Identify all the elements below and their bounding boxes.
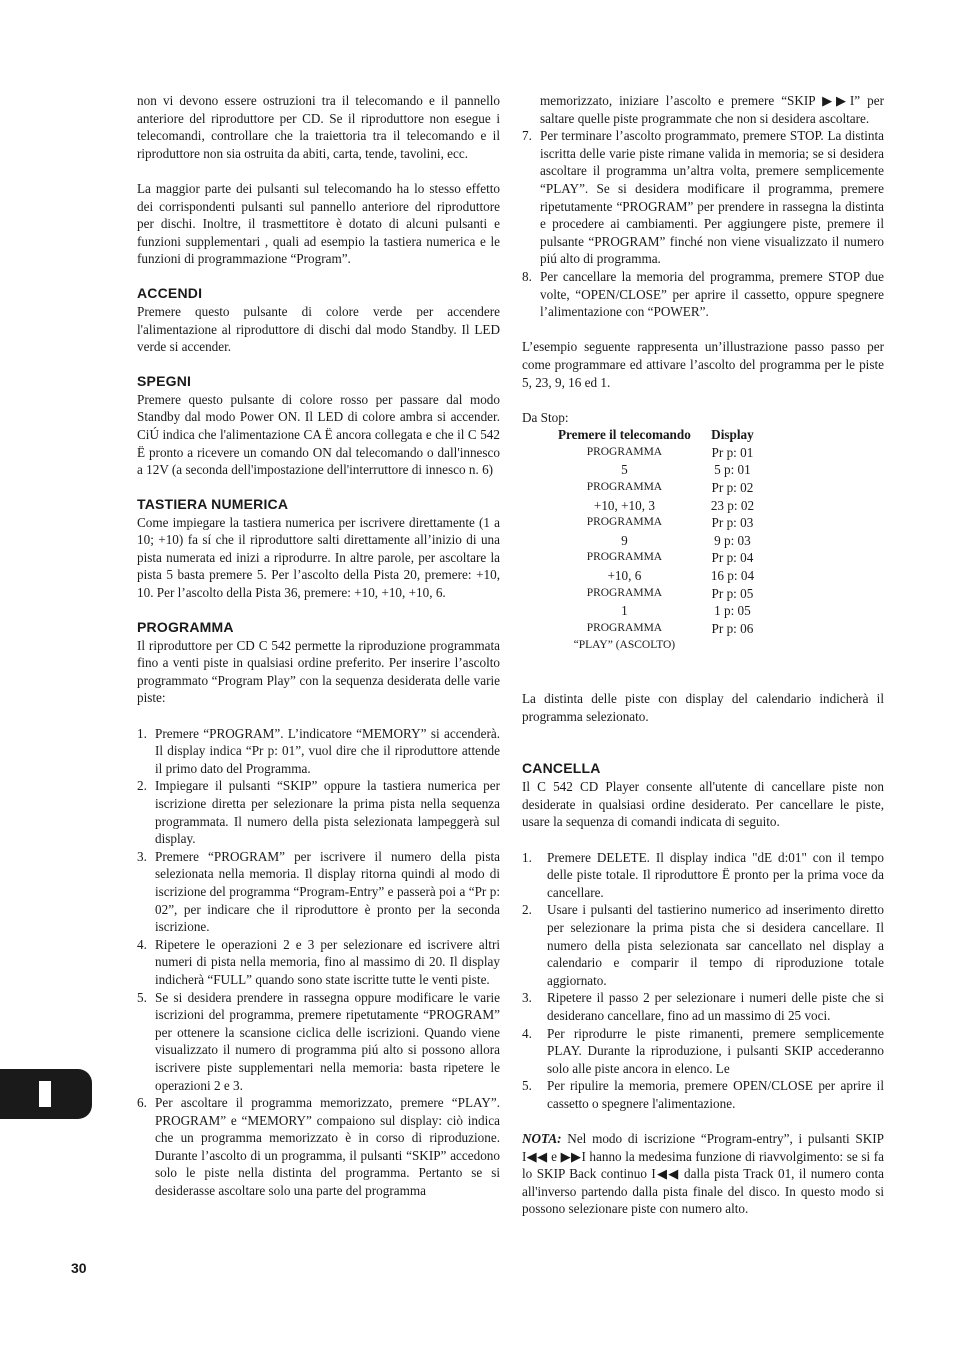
intro-paragraph-1: non vi devono essere ostruzioni tra il telecomando e il pannello anteriore del riproduttore per CD. Se il riproduttore non esegue i telecomandi, controllare che la traiettoria tra il telecomando e il riproduttore non sia ostruita da abiti, carta, tende, tavolini, ecc. (137, 93, 500, 161)
table-cell: 5 (621, 462, 628, 478)
table-cell: PROGRAMMA (586, 586, 663, 599)
step-text: Per cancellare la memoria del programma, premere STOP due volte, “OPEN/CLOSE” per aprire il cassetto, oppure spegnere l’alimentazione con “POWER”. (540, 268, 884, 320)
step-text: Per ascoltare il programma memorizzato, premere “PLAY”. PROGRAM” e “MEMORY” compaiono sul display: ciò indica che un programma memorizzato è in corso di riproduzione. Durante l’ascolto di un programma, il pulsanti “SKIP” accedono solo le piste nella distinta del programma. Pertanto se si desiderasse ascoltare solo una parte del programma (155, 1095, 500, 1199)
step-text: Se si desidera prendere in rassegna oppure modificare le varie iscrizioni del programma, premere ripetutamente “PROGRAM” per ottenere la scansione ciclica delle iscrizioni. Quando viene visualizzato il numero di programma piú alto si possono allora iscrivere piste supplementari nella memoria: basta ripetere le operazioni 2 e 3. (155, 989, 500, 1093)
step-number: 1. (137, 725, 147, 741)
left-column (137, 92, 500, 1200)
list-item (522, 1025, 884, 1078)
table-row (558, 497, 754, 515)
step-number: 3. (522, 990, 532, 1006)
list-item (522, 127, 884, 268)
step-text: Per terminare l’ascolto programmato, premere STOP. La distinta iscritta delle varie piste rimane valida in memoria; se si desidera ascoltare il programma un’altra volta, premere semplicemente “PLAY”. Se si desidera modificare il programma, premere ripetutamente “PROGRAM” per prendere in rassegna la distinta e procedere ai cambiamenti. Per aggiungere piste, premere il pulsante “PROGRAM” finché non viene visualizzato il numero piú alto di programma. (540, 128, 884, 267)
spegni-text: Premere questo pulsante di colore rosso per passare dal modo Standby dal modo Power ON. Il LED di colore ambra si accender. CiÚ indica che l'alimentazione CA Ë ancora collegata e che il C 542 Ë pronto a ricevere un comando ON dal telecomando o dall'innesco a 12V (a seconda dell'impostazione dell'interruttore di innesco n. 6) (137, 391, 500, 478)
program-steps-list (137, 725, 500, 1200)
step-number: 5. (137, 989, 147, 1005)
table-cell (691, 637, 754, 655)
step-number: 5. (522, 1078, 532, 1094)
nota-paragraph (522, 1130, 884, 1218)
table-cell: PROGRAMMA (586, 516, 663, 529)
spegni-heading: SPEGNI (137, 372, 192, 389)
step-number: 2. (137, 778, 147, 794)
table-cell: 1 (621, 603, 628, 619)
table-cell: PROGRAMMA (586, 481, 663, 494)
table-cell: Pr p: 05 (711, 585, 754, 601)
da-stop-label: Da Stop: (522, 409, 569, 425)
list-item (522, 268, 884, 321)
step-number: 6. (137, 1095, 147, 1111)
table-cell: Pr p: 03 (711, 515, 754, 531)
step-number: 1. (522, 849, 532, 865)
list-item (522, 1077, 884, 1112)
example-intro: L’esempio seguente rappresenta un’illustrazione passo passo per come programmare ed attivare l’ascolto del programma per le piste 5, 23, 9, 16 ed 1. (522, 339, 884, 390)
table-row (558, 637, 754, 655)
table-header-row (558, 426, 754, 444)
program-example-table (558, 426, 754, 655)
list-item (137, 936, 500, 989)
step-text: Premere “PROGRAM” per iscrivere il numero della pista selezionata nella memoria. Il display ritorna quindi al modo di iscrizione del programma “Program-Entry” e passerà poi a “Pr p: 02”, per indicare che il riproduttore è pronto per la seconda iscrizione. (155, 848, 500, 935)
table-cell: +10, +10, 3 (593, 497, 655, 513)
step-number: 2. (522, 902, 532, 918)
tastiera-text: Come impiegare la tastiera numerica per iscrivere direttamente (1 a 10; +10) fa sí che il riproduttore salti direttamente all’inizio di una pista numerata ed inizi a riprodurre. In altre parole, per ascoltare la pista 5 basta premere 5. Per l’ascolto della Pista 20, premere: +10, 10. Per l’ascolto della Pista 36, premere: +10, +10, +10, 6. (137, 514, 500, 601)
programma-heading: PROGRAMMA (137, 618, 234, 635)
step-text: Premere “PROGRAM”. L’indicatore “MEMORY” si accenderà. Il display indica “Pr p: 01”, vuol dire che il riproduttore attende il primo dato del Programma. (155, 725, 500, 776)
table-row (558, 532, 754, 550)
column-header-display: Display (711, 427, 754, 443)
table-cell: 9 (621, 532, 628, 548)
list-item (522, 92, 884, 127)
table-row (558, 549, 754, 567)
step-number: 3. (137, 848, 147, 864)
column-header-remote: Premere il telecomando (558, 427, 691, 443)
step-text: Per ripulire la memoria, premere OPEN/CLOSE per aprire il cassetto o spegnere l'alimentazione. (547, 1078, 884, 1111)
table-row (558, 567, 754, 585)
distinta-paragraph: La distinta delle piste con display del calendario indicherà il programma selezionato. (522, 691, 884, 724)
table-cell: Pr p: 01 (711, 444, 754, 460)
step-number: 7. (522, 128, 532, 144)
table-cell: Pr p: 02 (711, 480, 754, 496)
table-row (558, 461, 754, 479)
table-cell: PROGRAMMA (586, 551, 663, 564)
section-letter-glyph (39, 1081, 51, 1107)
table-cell: Pr p: 04 (711, 550, 754, 566)
table-row (558, 444, 754, 462)
table-cell: +10, 6 (607, 568, 642, 584)
accendi-text: Premere questo pulsante di colore verde per accendere l'alimentazione al riproduttore di dischi dal modo Standby. Il LED verde si accender. (137, 303, 500, 355)
cancella-text: Il C 542 CD Player consente all'utente di cancellare piste non desiderate in qualsiasi ordine desiderato. Per cancellare le piste, usare la sequenza di comandi indicata di seguito. (522, 779, 884, 830)
table-cell: PROGRAMMA (586, 621, 663, 634)
step-text: Per riprodurre le piste rimanenti, premere semplicemente PLAY. Durante la riproduzione, i pulsanti SKIP accederanno solo alle piste ancora in elenco. Le (547, 1025, 884, 1076)
nota-text: Nel modo di iscrizione “Program-entry”, i pulsanti SKIP I◀◀ e ▶▶I hanno la medesima funzione di riavvolgimento: se si fa lo SKIP Back continuo I◀◀ dalla pista Track 01, il numero conta all'inverso partendo dalla pista finale del disco. In questo modo si possono selezionare piste con numero alto. (522, 1131, 884, 1217)
step-text: Premere DELETE. Il display indica "dE d:01" con il tempo delle piste totale. Il riproduttore Ë pronto per la prima voce da cancellare. (547, 849, 884, 900)
list-item (522, 901, 884, 989)
table-cell: PROGRAMMA (586, 445, 663, 458)
list-item (137, 848, 500, 936)
accendi-heading: ACCENDI (137, 284, 203, 301)
list-item (137, 725, 500, 778)
step-number: 4. (522, 1025, 532, 1041)
step-number: 4. (137, 936, 147, 952)
list-item (137, 989, 500, 1095)
table-row (558, 514, 754, 532)
table-cell: 23 p: 02 (710, 497, 755, 513)
cancella-heading: CANCELLA (522, 760, 601, 777)
table-cell: 9 p: 03 (714, 532, 751, 548)
intro-paragraph-2: La maggior parte dei pulsanti sul telecomando ha lo stesso effetto dei corrispondenti pulsanti sul pannello anteriore del riproduttore per dischi. Inoltre, il trasmettitore è dotato di alcuni pulsanti e funzioni supplementari , quali ad esempio la tastiera numerica e le funzioni di programmazione “Program”. (137, 180, 500, 267)
right-column (522, 92, 884, 1218)
tastiera-heading: TASTIERA NUMERICA (137, 495, 289, 512)
program-steps-continued (522, 92, 884, 127)
step-text: Ripetere il passo 2 per selezionare i numeri delle piste che si desiderano cancellare, fino ad un massimo di 25 voci. (547, 990, 884, 1023)
step-text: memorizzato, iniziare l’ascolto e premere “SKIP ▶▶I” per saltare quelle piste programmate che non si desidera ascoltare. (540, 93, 884, 126)
list-item (522, 849, 884, 902)
programma-text: Il riproduttore per CD C 542 permette la riproduzione programmata fino a venti piste in qualsiasi ordine preferito. Per inserire l’ascolto programmato “Program Play” con la sequenza desiderata delle varie piste: (137, 637, 500, 706)
step-text: Impiegare il pulsanti “SKIP” oppure la tastiera numerica per iscrizione diretta per selezionare la prima pista nella sequenza programmata. Il numero della pista selezionata lampeggerà sul display. (155, 778, 500, 847)
step-number: 8. (522, 268, 532, 284)
list-item (137, 777, 500, 847)
table-cell: 5 p: 01 (714, 462, 751, 478)
list-item (137, 1094, 500, 1200)
table-cell: Pr p: 06 (711, 620, 754, 636)
cancella-steps-list (522, 849, 884, 1113)
list-item (522, 989, 884, 1024)
table-row (558, 602, 754, 620)
program-steps-list-right (522, 127, 884, 321)
table-row (558, 620, 754, 638)
table-row (558, 479, 754, 497)
table-row (558, 585, 754, 603)
table-cell: 16 p: 04 (710, 568, 755, 584)
page-number: 30 (71, 1260, 87, 1276)
section-tab-marker (0, 1069, 92, 1119)
nota-label: NOTA: (522, 1131, 562, 1147)
table-cell: “PLAY” (ASCOLTO) (573, 639, 676, 652)
step-text: Ripetere le operazioni 2 e 3 per selezionare ed iscrivere altri numeri di pista nella memoria, fino al massimo di 20. Il display indicherà “FULL” quando sono state iscritte tutte le venti piste. (155, 936, 500, 987)
table-cell: 1 p: 05 (714, 603, 751, 619)
step-text: Usare i pulsanti del tastierino numerico ad inserimento diretto per selezionare la prima pista che si desidera cancellare. Il numero della pista selezionata sar cancellato nel display a calendario e comparir il tempo di riproduzione totale aggiornato. (547, 902, 884, 988)
